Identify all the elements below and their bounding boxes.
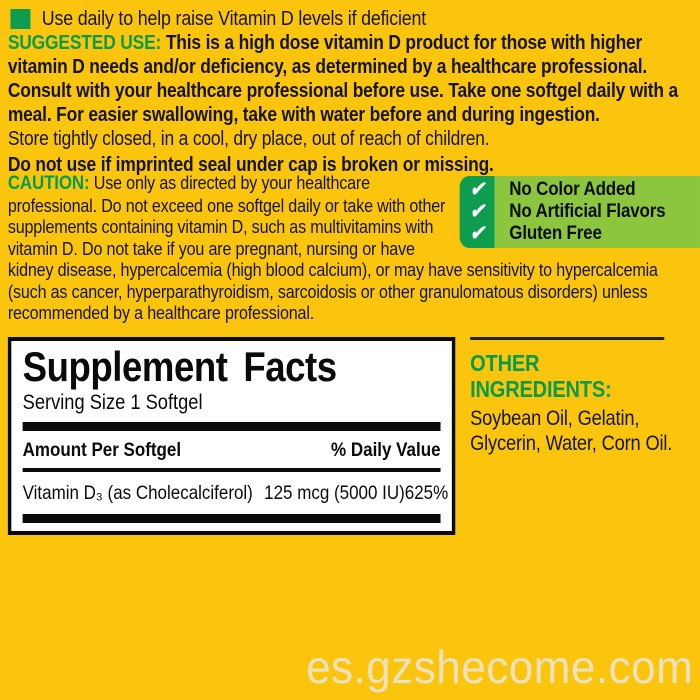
daily-value-column-header: % Daily Value [331,439,441,461]
usage-note-text: Use daily to help raise Vitamin D levels if deficient [41,7,427,30]
supplement-facts-panel [8,337,455,535]
suggested-use-text: This is a high dose vitamin D product for those with higher vitamin D needs and/or deficiency, as determined by a healthcare professional. Consult with your healthcare professional before use. Take one softgel daily with a meal. For easier swallowing, take with water before and during ingestion. [7,32,679,126]
other-ingredients-section [470,337,700,456]
checkmark-icon: ✔ [469,200,485,223]
claim-label: No Artificial Flavors [509,200,666,223]
nutrient-amount: 125 mcg (5000 IU) [264,482,405,504]
thick-rule [23,422,441,431]
nutrient-row [22,472,449,514]
amount-column-header: Amount Per Softgel [22,439,182,461]
checkmark-icon: ✔ [469,222,485,245]
caution-text: Use only as directed by your healthcare professional. Do not exceed one softgel daily or take with other supplements containing vitamin D, such as multivitamins with vitamin D. Do not take if you are pregnant, nursing or have kidney disease, hypercalcemia (high blood calcium), or may have sensitivity to hypercalcemia (such as cancer, hyperparathyroidism, sarcoidosis or other granulomatous disorders) unless recommended by a healthcare professional. [7,172,658,323]
facts-column-headers [23,431,441,468]
claim-label: No Color Added [509,178,636,201]
checkmark-icon: ✔ [469,178,485,201]
suggested-use-label: SUGGESTED USE: [7,32,162,54]
green-square-bullet-icon [10,9,30,29]
serving-size: Serving Size 1 Softgel [22,391,203,414]
claim-row [460,201,700,223]
supplement-facts-title: Supplement Facts [22,343,337,390]
watermark-text: es.gzshecome.com [305,641,693,693]
claim-row [460,179,700,201]
divider-rule [470,337,664,340]
storage-instructions: Store tightly closed, in a cool, dry place, out of reach of children. [7,128,490,150]
suggested-use-paragraph [8,31,700,127]
thick-rule [23,514,441,523]
other-ingredients-label: OTHER INGREDIENTS: [470,350,612,402]
caution-section [8,172,700,324]
claim-row [460,223,700,245]
bottom-section [8,337,700,535]
nutrient-daily-value: 625% [404,482,449,504]
claim-label: Gluten Free [509,222,602,245]
usage-note-row [8,7,700,31]
nutrient-name: Vitamin D₃ (as Cholecalciferol) [22,482,253,504]
seal-warning: Do not use if imprinted seal under cap is broken or missing. [7,154,494,176]
caution-label: CAUTION: [7,172,90,194]
other-ingredients-text: Soybean Oil, Gelatin, Glycerin, Water, Corn Oil. [470,407,673,455]
claims-box [460,176,700,248]
